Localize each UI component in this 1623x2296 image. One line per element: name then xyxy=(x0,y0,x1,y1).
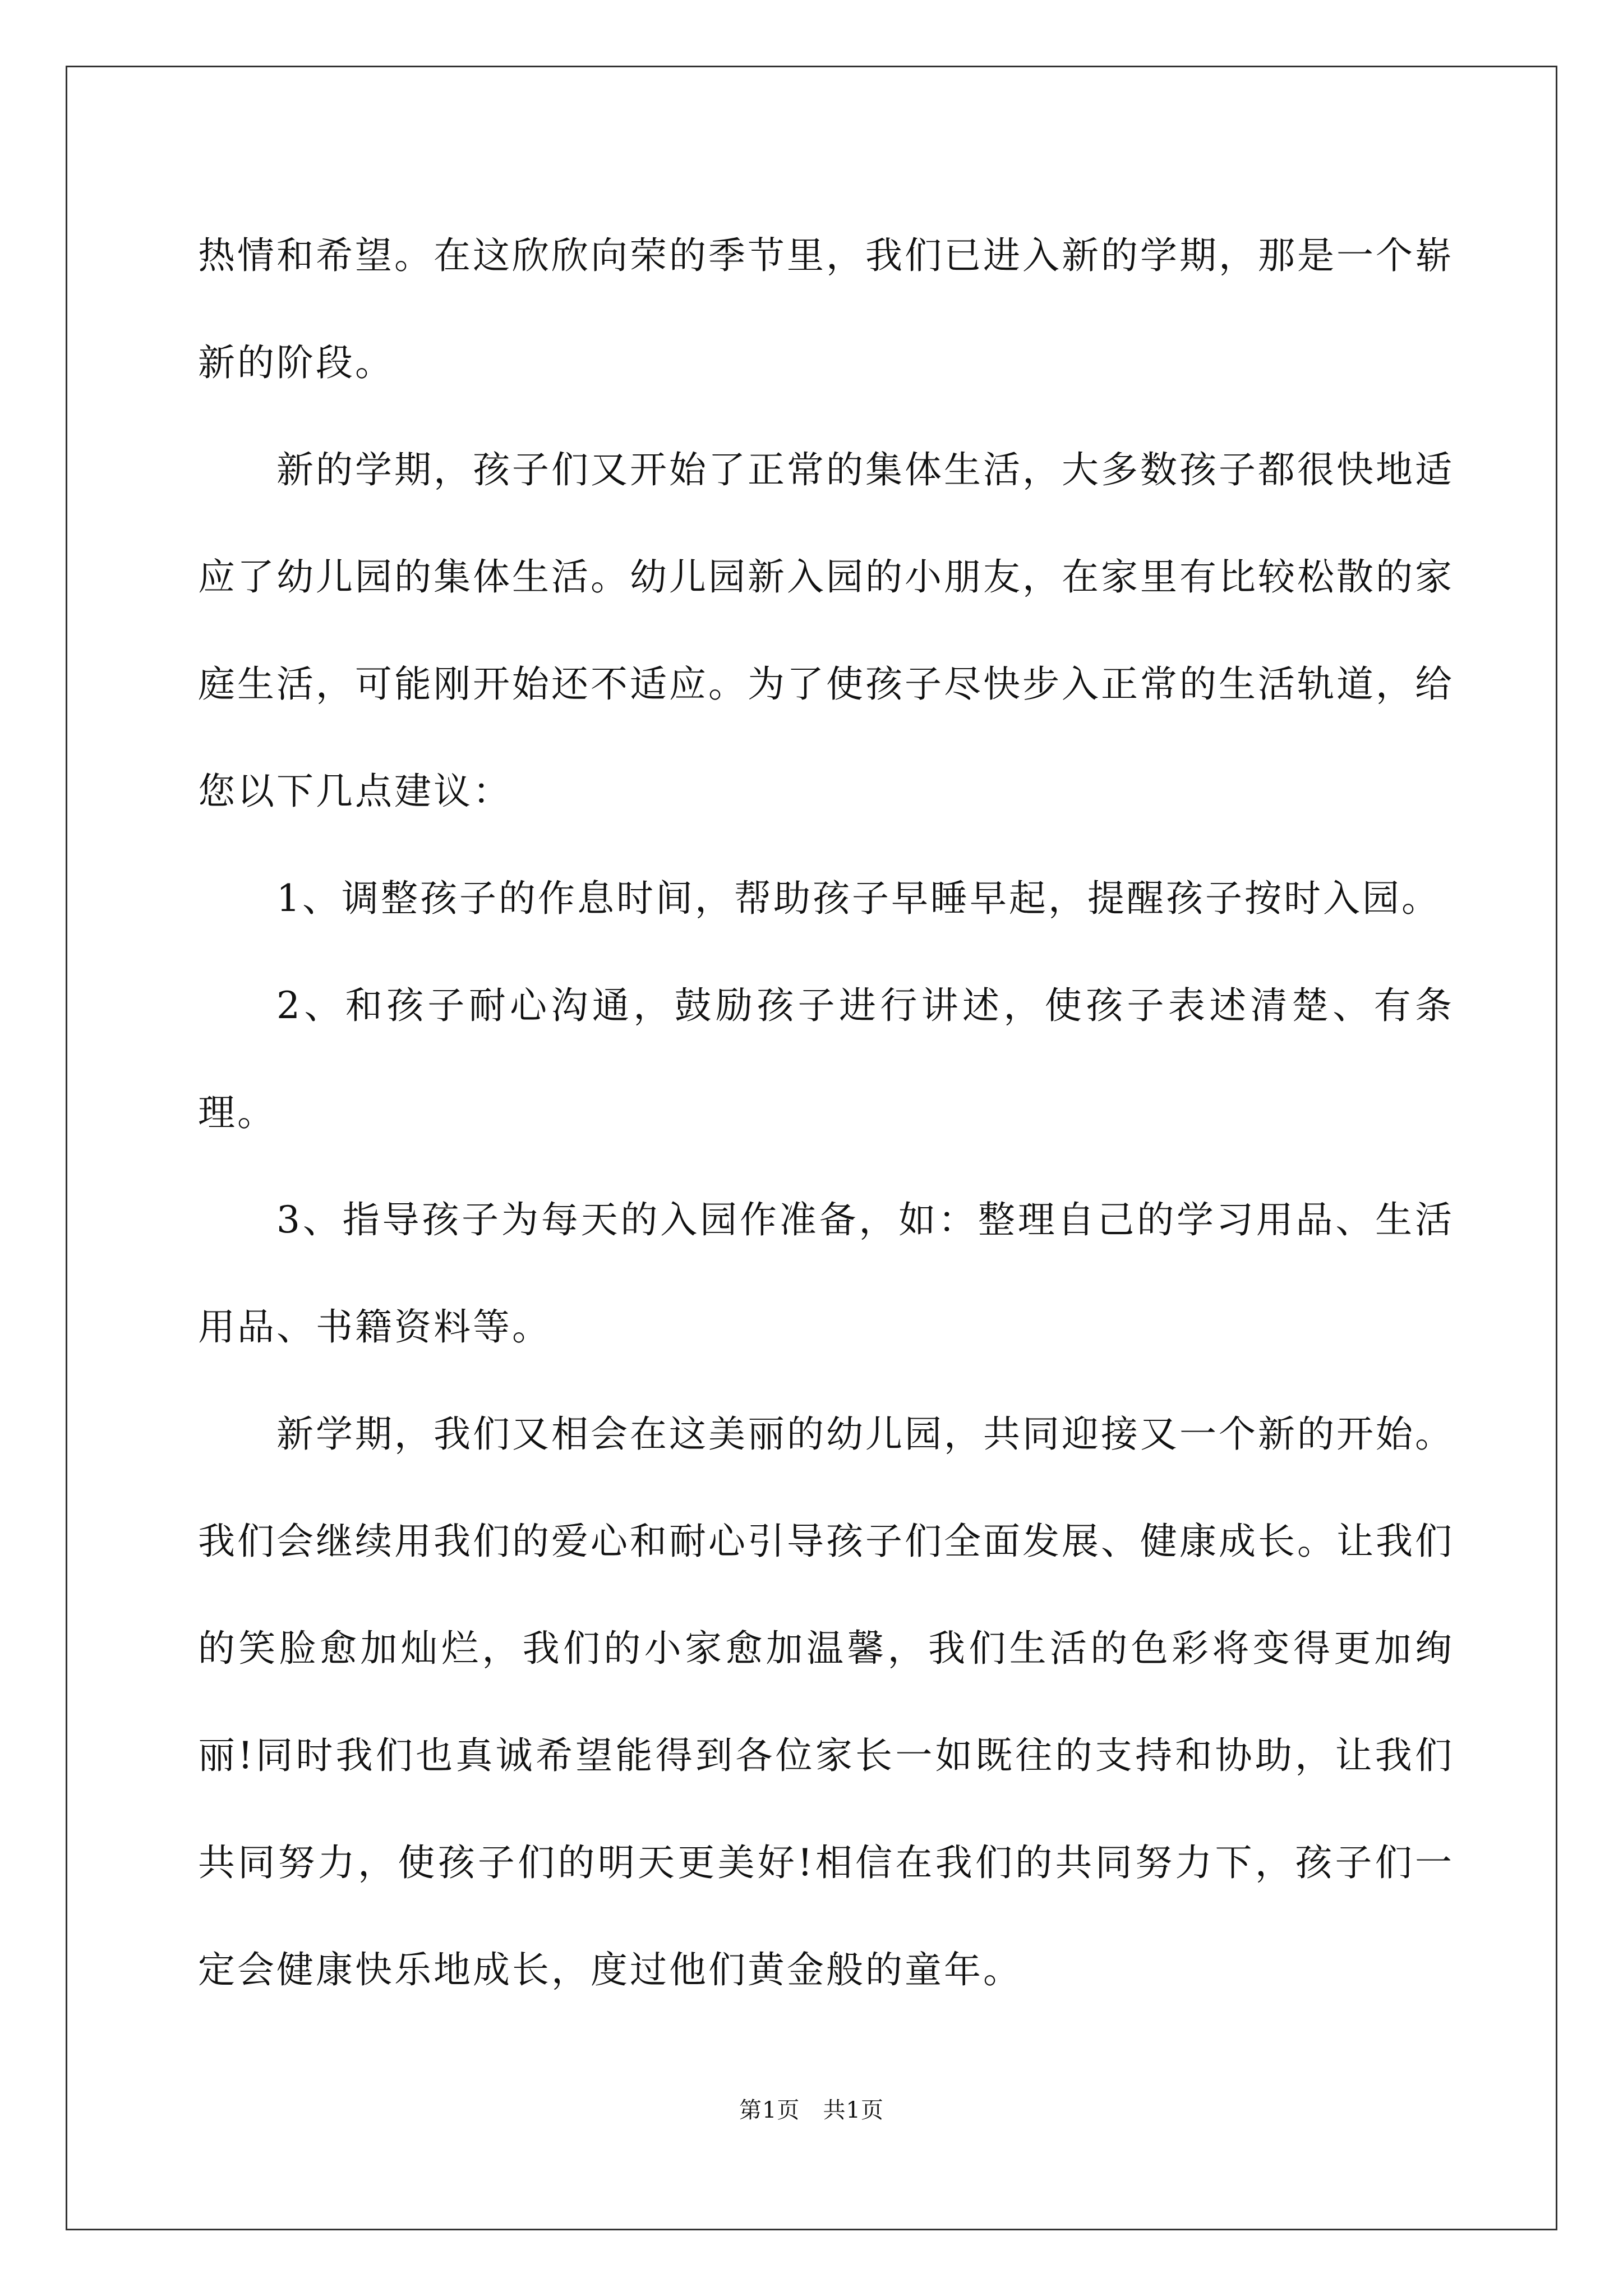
document-body xyxy=(198,202,1454,2023)
page-footer: 第1页 共1页 xyxy=(739,2097,884,2123)
list-item: 3、指导孩子为每天的入园作准备，如：整理自己的学习用品、生活用品、书籍资料等。 xyxy=(198,1198,1454,1349)
list-item: 1、调整孩子的作息时间，帮助孩子早睡早起，提醒孩子按时入园。 xyxy=(276,877,1441,920)
paragraph: 新的学期，孩子们又开始了正常的集体生活，大多数孩子都很快地适应了幼儿园的集体生活。幼儿园新入园的小朋友，在家里有比较松散的家庭生活，可能刚开始还不适应。为了使孩子尽快步入正常的生活轨道，给您以下几点建议： xyxy=(198,448,1454,813)
paragraph: 新学期，我们又相会在这美丽的幼儿园，共同迎接又一个新的开始。我们会继续用我们的爱心和耐心引导孩子们全面发展、健康成长。让我们的笑脸愈加灿烂，我们的小家愈加温馨，我们生活的色彩将变得更加绚丽!同时我们也真诚希望能得到各位家长一如既往的支持和协助，让我们共同努力，使孩子们的明天更美好!相信在我们的共同努力下，孩子们一定会健康快乐地成长，度过他们黄金般的童年。 xyxy=(198,1412,1454,1991)
paragraph: 热情和希望。在这欣欣向荣的季节里，我们已进入新的学期，那是一个崭新的阶段。 xyxy=(198,234,1454,384)
list-item: 2、和孩子耐心沟通，鼓励孩子进行讲述，使孩子表述清楚、有条理。 xyxy=(198,984,1454,1134)
